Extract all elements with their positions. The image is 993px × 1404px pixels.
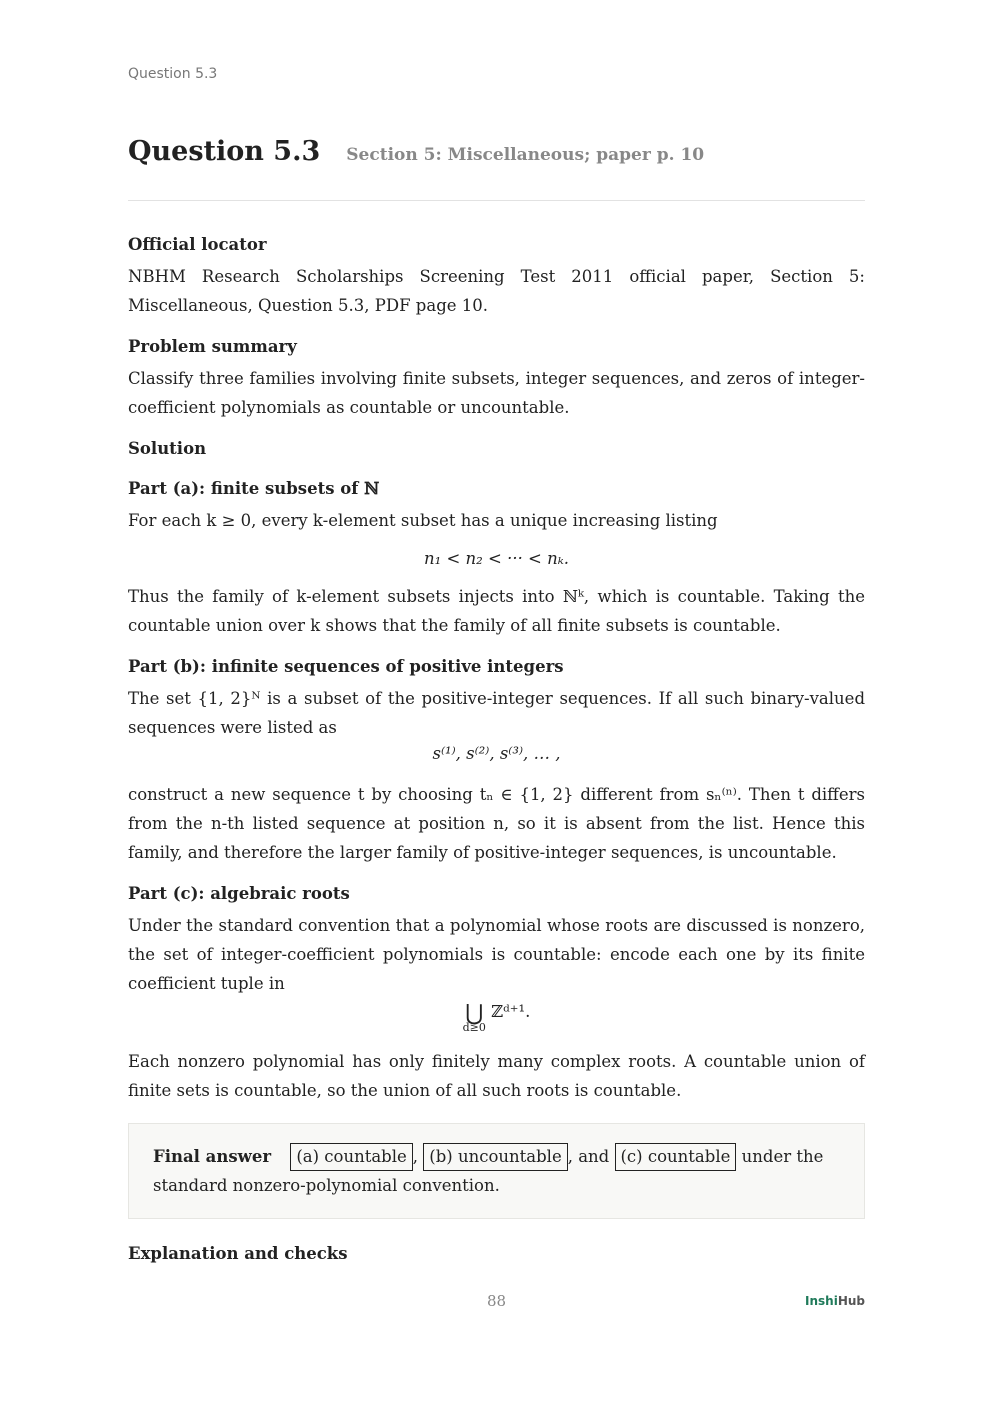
brand-part-1: Inshi — [805, 1294, 838, 1308]
title-divider — [128, 200, 865, 201]
page-title: Question 5.3 — [128, 136, 321, 167]
answer-a: (a) countable — [290, 1143, 412, 1171]
part-b-intro: The set {1, 2}ᴺ is a subset of the positive-integer sequences. If all such binary-valued sequences were listed as — [128, 689, 865, 737]
part-b-section — [128, 654, 865, 867]
locator-section — [128, 232, 865, 320]
brand-logo — [805, 1294, 865, 1308]
part-a-text: Thus the family of k-element subsets injects into ℕᵏ, which is countable. Taking the countable union over k shows that the family of all finite subsets is countable. — [128, 587, 865, 635]
summary-text: Classify three families involving finite subsets, integer sequences, and zeros of integer-coefficient polynomials as countable or uncountable. — [128, 369, 865, 417]
answer-tail: under the standard nonzero-polynomial convention. — [153, 1147, 824, 1195]
brand-part-2: Hub — [837, 1294, 865, 1308]
explanation-section — [128, 1241, 865, 1267]
solution-section — [128, 436, 865, 462]
answer-b: (b) uncountable — [423, 1143, 567, 1171]
part-c-display — [128, 1000, 865, 1035]
main-content — [128, 232, 865, 1267]
part-c-heading: Part (c): algebraic roots — [128, 884, 350, 903]
part-c-intro: Under the standard convention that a polynomial whose roots are discussed is nonzero, the set of integer-coefficient polynomials is countable: encode each one by its finite coefficient tuple in — [128, 916, 865, 993]
part-b-heading: Part (b): infinite sequences of positive integers — [128, 657, 564, 676]
locator-text: NBHM Research Scholarships Screening Test 2011 official paper, Section 5: Miscellaneous, Question 5.3, PDF page 10. — [128, 267, 865, 315]
answer-separator: , and — [567, 1147, 610, 1166]
solution-heading: Solution — [128, 439, 207, 458]
part-a-intro: For each k ≥ 0, every k-element subset has a unique increasing listing — [128, 511, 718, 530]
page-number: 88 — [486, 1292, 507, 1310]
answer-c: (c) countable — [615, 1143, 737, 1171]
final-answer-box — [128, 1123, 865, 1219]
final-answer-label: Final answer — [153, 1147, 272, 1166]
summary-heading: Problem summary — [128, 337, 297, 356]
part-a-display: n₁ < n₂ < ··· < nₖ. — [423, 549, 570, 568]
union-expression: ℤᵈ⁺¹. — [491, 1002, 531, 1021]
running-head: Question 5.3 — [128, 66, 218, 82]
union-index: d≥0 — [462, 1021, 486, 1034]
summary-section — [128, 334, 865, 422]
part-a-section — [128, 476, 865, 640]
part-c-text: Each nonzero polynomial has only finitely many complex roots. A countable union of finite sets is countable, so the union of all such roots is countable. — [128, 1052, 865, 1100]
union-sign: ⋃ — [465, 1001, 484, 1026]
union-symbol — [462, 1001, 486, 1035]
locator-heading: Official locator — [128, 235, 267, 254]
answer-separator: , — [412, 1147, 419, 1166]
part-b-display: s⁽¹⁾, s⁽²⁾, s⁽³⁾, … , — [432, 744, 561, 763]
page-subtitle: Section 5: Miscellaneous; paper p. 10 — [346, 145, 705, 165]
part-c-section — [128, 881, 865, 1105]
explanation-heading: Explanation and checks — [128, 1244, 348, 1263]
title-row — [128, 136, 865, 167]
part-b-text: construct a new sequence t by choosing tₙ ∈ {1, 2} different from sₙ⁽ⁿ⁾. Then t differs from the n-th listed sequence at position n, so it is absent from the list. Hence this family, and therefore the larger family of positive-integer sequences, is uncountable. — [128, 785, 865, 862]
part-a-heading: Part (a): finite subsets of ℕ — [128, 479, 380, 498]
